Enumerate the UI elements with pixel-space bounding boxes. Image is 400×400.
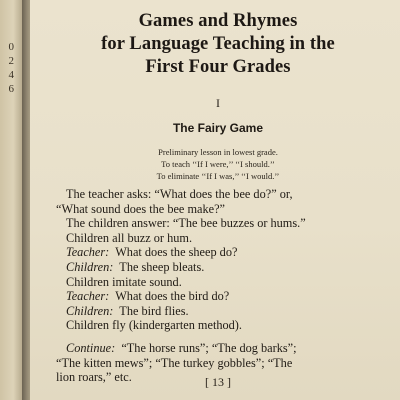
body-line	[66, 289, 396, 304]
lesson-body	[56, 187, 396, 385]
body-line	[66, 275, 396, 290]
body-line	[66, 216, 396, 231]
body-line	[66, 231, 396, 246]
body-text: “What sound does the bee make?”	[56, 201, 226, 216]
speaker-label: Teacher:	[66, 289, 110, 304]
chapter-title-line: for Language Teaching in the	[101, 34, 335, 54]
left-margin-char: 4	[8, 69, 14, 81]
chapter-title-line: First Four Grades	[145, 57, 291, 77]
body-line	[66, 245, 396, 260]
paragraph-gap	[66, 333, 396, 341]
left-margin-char: 0	[8, 41, 14, 53]
body-text: Children all buzz or hum.	[66, 230, 193, 245]
body-line	[66, 304, 396, 319]
body-text: What does the bird do?	[109, 289, 230, 304]
body-text: lion roars,” etc.	[56, 370, 132, 385]
body-text: “The horse runs”; “The dog barks”;	[115, 340, 297, 355]
left-margin-char: 2	[8, 55, 14, 67]
note-line: To eliminate ‘‘If I was,’’ ‘‘I would.’’	[156, 171, 280, 181]
left-page-margin-text	[0, 40, 14, 96]
body-text: The teacher asks: “What does the bee do?” or,	[66, 187, 293, 201]
body-line	[56, 202, 396, 217]
speaker-label: Children:	[66, 303, 114, 318]
body-text: What does the sheep do?	[109, 245, 238, 260]
body-line	[56, 356, 396, 371]
body-text: Children imitate sound.	[66, 274, 182, 289]
note-line: To teach ‘‘If I were,’’ ‘‘I should.’’	[161, 159, 275, 169]
body-text: The bird flies.	[113, 303, 189, 318]
body-text: Children fly (kindergarten method).	[66, 318, 242, 333]
body-text: The children answer: “The bee buzzes or hums.”	[66, 216, 306, 231]
lesson-notes	[30, 146, 400, 182]
note-line: Preliminary lesson in lowest grade.	[158, 147, 278, 157]
game-title: The Fairy Game	[172, 121, 264, 135]
book-page	[30, 0, 400, 400]
body-line	[66, 260, 396, 275]
chapter-title-line: Games and Rhymes	[138, 11, 298, 31]
section-number: I	[216, 96, 220, 110]
left-page-edge	[0, 0, 22, 400]
body-line	[66, 341, 396, 356]
page-number: [ 13 ]	[205, 375, 231, 389]
body-text: “The kitten mews”; “The turkey gobbles”; “The	[56, 355, 293, 370]
chapter-title	[30, 10, 400, 79]
body-line	[66, 187, 396, 202]
body-line	[66, 318, 396, 333]
speaker-label: Children:	[66, 259, 114, 274]
speaker-label: Continue:	[66, 340, 116, 355]
speaker-label: Teacher:	[66, 245, 110, 260]
left-margin-char: 6	[8, 83, 14, 95]
body-text: The sheep bleats.	[113, 259, 205, 274]
